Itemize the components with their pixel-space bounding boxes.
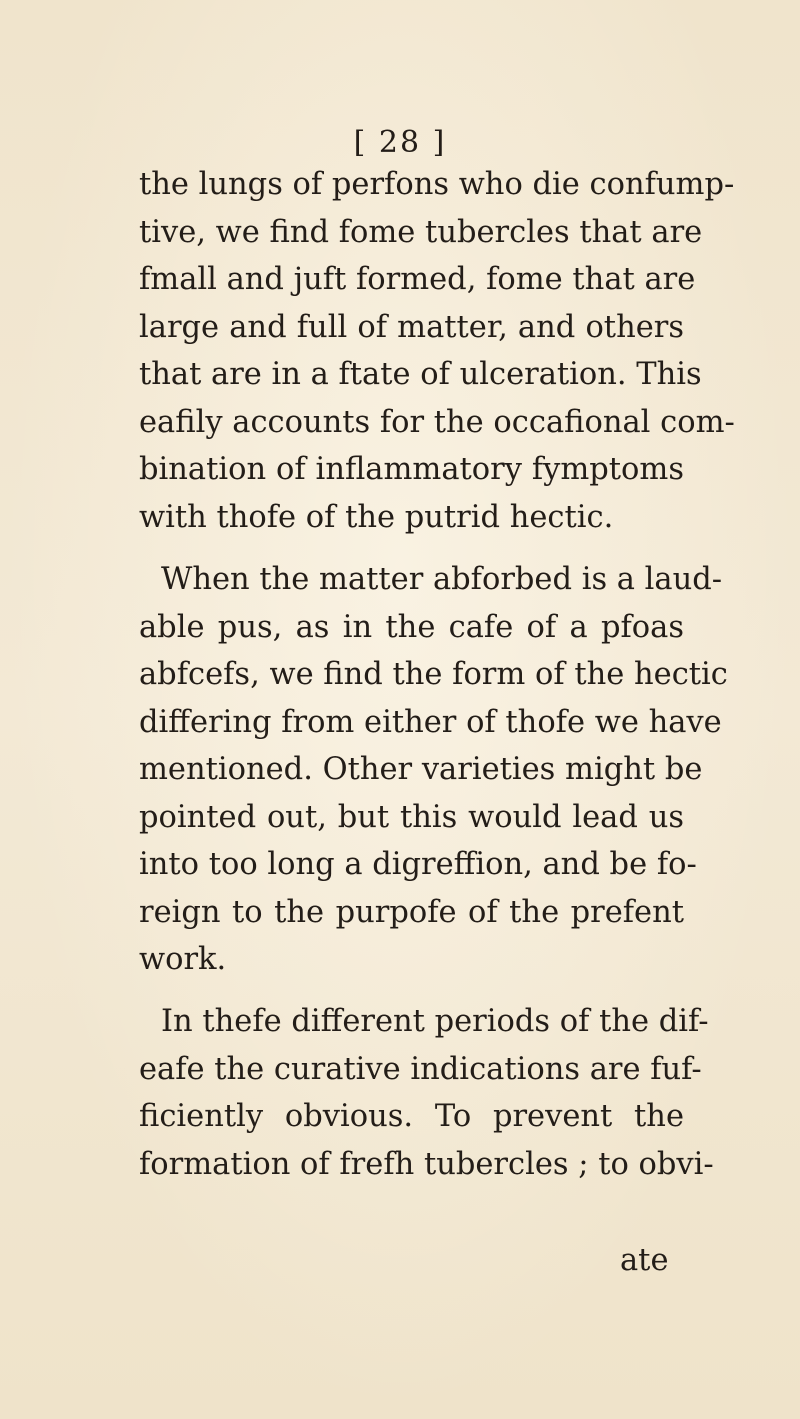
text-line: differing from either of thofe we have bbox=[139, 704, 722, 740]
text-line: pointed out, but this would lead us bbox=[139, 799, 684, 835]
text-line: the lungs of perfons who die confump- bbox=[139, 167, 735, 202]
text-line: large and full of matter, and others bbox=[139, 309, 684, 345]
text-line: eafe the curative indications are fuf- bbox=[139, 1051, 702, 1087]
text-line: eafily accounts for the occafional com- bbox=[139, 404, 735, 440]
text-line: formation of frefh tubercles ; to obvi- bbox=[139, 1146, 714, 1182]
text-line: ficiently obvious. To prevent the bbox=[139, 1099, 684, 1134]
catchword: ate bbox=[620, 1243, 669, 1278]
text-line: abfcefs, we find the form of the hectic bbox=[139, 657, 728, 692]
paragraph-3 bbox=[139, 998, 714, 1188]
text-line: that are in a ftate of ulceration. This bbox=[139, 357, 702, 392]
text-line: fmall and juft formed, fome that are bbox=[139, 262, 696, 297]
text-line: mentioned. Other varieties might be bbox=[139, 752, 703, 787]
text-line: able pus, as in the cafe of a pfoas bbox=[139, 609, 684, 645]
text-line: reign to the purpofe of the prefent bbox=[139, 894, 684, 930]
text-line: work. bbox=[139, 942, 227, 977]
page-number: [ 28 ] bbox=[353, 125, 447, 160]
text-line: with thofe of the putrid hectic. bbox=[139, 499, 614, 535]
text-line: bination of inflammatory fymptoms bbox=[139, 452, 684, 487]
paragraph-2 bbox=[139, 556, 728, 984]
text-line: In thefe different periods of the dif- bbox=[161, 1004, 709, 1039]
text-line: tive, we find fome tubercles that are bbox=[139, 214, 703, 250]
text-line: into too long a digreffion, and be fo- bbox=[139, 847, 697, 882]
text-line: When the matter abforbed is a laud- bbox=[161, 562, 723, 597]
paragraph-1 bbox=[139, 161, 735, 541]
